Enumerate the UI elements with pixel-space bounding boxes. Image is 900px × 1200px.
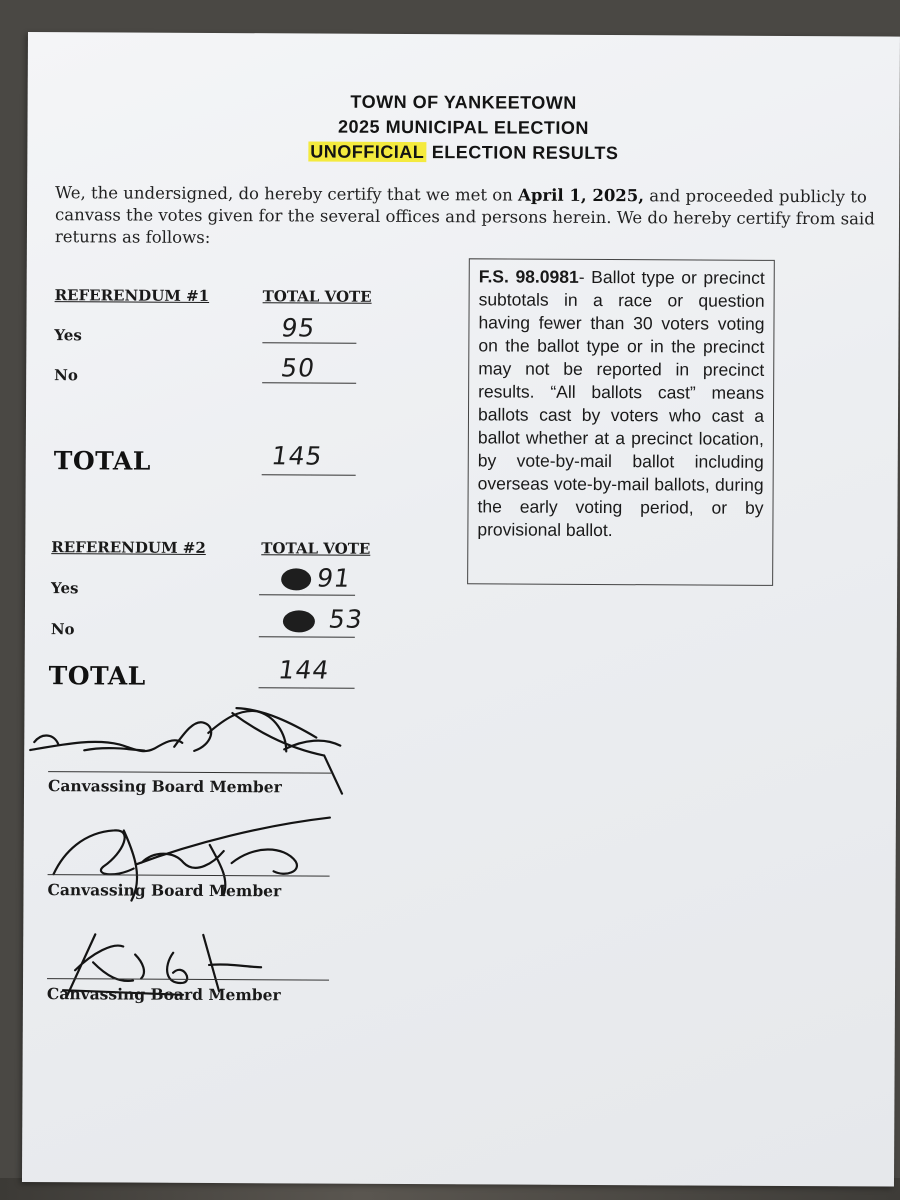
unofficial-highlight: UNOFFICIAL — [310, 141, 425, 163]
referendum-2-no-label: No — [50, 620, 75, 639]
referendum-1-yes-value: 95 — [279, 313, 318, 343]
header-town: TOWN OF YANKEETOWN — [350, 91, 577, 113]
signature-1-label: Canvassing Board Member — [48, 776, 282, 797]
statute-reference: F.S. 98.0981 — [478, 266, 579, 287]
referendum-1-yes-label: Yes — [54, 326, 82, 345]
referendum-1-total-label: TOTAL — [53, 446, 151, 476]
referendum-1-no-label: No — [54, 366, 78, 385]
signature-3-handwriting — [22, 32, 900, 1187]
signature-3-label: Canvassing Board Member — [46, 984, 281, 1005]
results-sheet — [22, 32, 900, 1187]
header-results-rest: ELECTION RESULTS — [426, 142, 619, 164]
intro-text-1: We, the undersigned, do hereby certify that we met on — [55, 183, 519, 205]
referendum-2-yes-value: 91 — [315, 563, 354, 593]
referendum-1-no-value: 50 — [279, 353, 318, 383]
referendum-2-total-value: 144 — [276, 655, 332, 685]
header-election: 2025 MUNICIPAL ELECTION — [338, 116, 589, 138]
referendum-1-total-value: 145 — [269, 441, 325, 471]
signature-2-label: Canvassing Board Member — [47, 880, 282, 901]
intro-text-2: and proceeded publicly to canvass the votes given for the several offices and persons herein. We do hereby certify from said returns as follows: — [54, 186, 875, 247]
referendum-1-title: REFERENDUM #1 — [54, 286, 210, 305]
statute-body: - Ballot type or precinct subtotals in a race or question having fewer than 30 voters voting on the ballot type or in the precinct may not be reported in precinct results. “All ballots cast” means ballots cast by voters who cast a ballot whether at a precinct location, by vote-by-mail ballot including overseas vote-by-mail ballots, during the early voting period, or by provisional ballot. — [477, 266, 765, 541]
referendum-2-yes-label: Yes — [51, 579, 79, 598]
referendum-2-no-value: 53 — [326, 604, 365, 634]
referendum-2-title: REFERENDUM #2 — [51, 538, 206, 557]
meeting-date: April 1, 2025, — [518, 185, 645, 206]
referendum-1-column-header: TOTAL VOTE — [262, 287, 372, 306]
referendum-2-column-header: TOTAL VOTE — [261, 539, 371, 558]
referendum-2-total-label: TOTAL — [48, 661, 146, 691]
